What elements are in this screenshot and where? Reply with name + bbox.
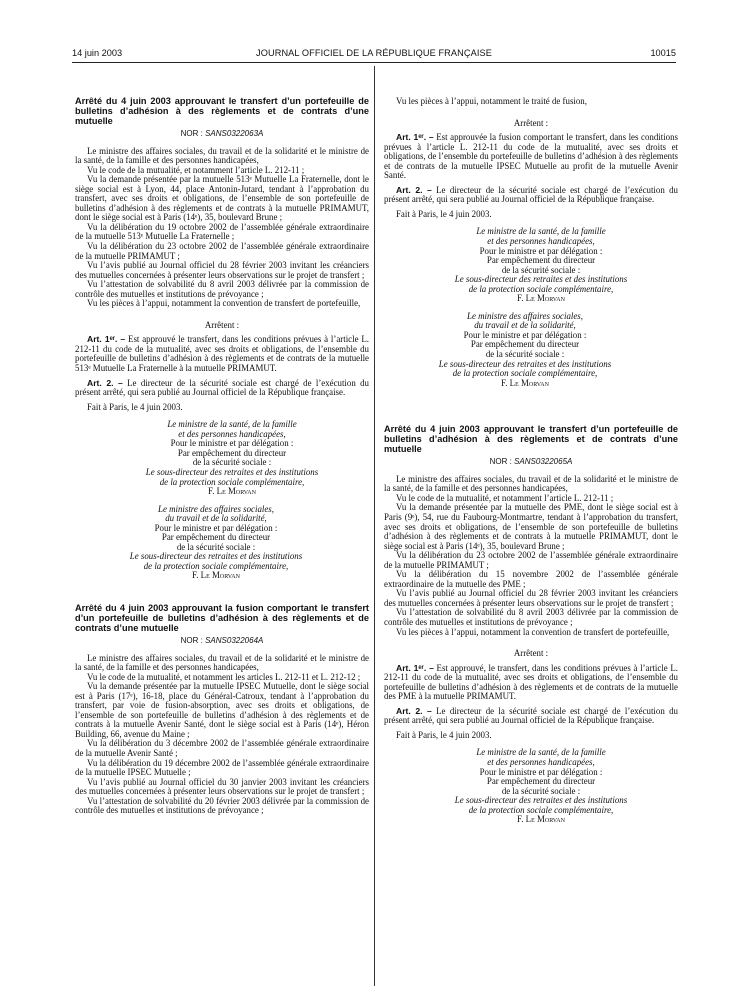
nor-code: SANS0322064A <box>205 635 264 645</box>
paragraph: Le ministre des affaires sociales, du travail et de la solidarité et le ministre de la santé, de la famille et des personnes handicapées, <box>75 652 369 673</box>
paragraph: Vu le code de la mutualité, et notamment l’article L. 212-11 ; <box>87 164 305 175</box>
paragraph: Vu les pièces à l’appui, notamment la convention de transfert de portefeuille, <box>87 298 361 309</box>
signature-block-affaires: Le ministre des affaires sociales, du travail et de la solidarité, Pour le ministre et par délégation : Par empêchement du directeur de la sécurité sociale : Le sous-directeur des retraites et des institutions de la protection sociale complémentaire, F. Le Morvan <box>372 312 678 388</box>
paragraph: Vu les pièces à l’appui, notamment le traité de fusion, <box>396 96 587 106</box>
signatory-name: F. Le Morvan <box>517 293 565 304</box>
paragraph: Le ministre des affaires sociales, du travail et de la solidarité et le ministre de la santé, de la famille et des personnes handicapées, <box>75 145 369 166</box>
arretent-heading: Arrêtent : <box>513 117 549 128</box>
paragraph: Vu la délibération du 23 octobre 2002 de l’assemblée générale extraordinaire de la mutuelle PRIMAMUT ; <box>384 550 678 570</box>
signatory-name: F. Le Morvan <box>517 814 565 825</box>
nor-code: SANS0322065A <box>514 457 573 467</box>
signature-block-sante: Le ministre de la santé, de la famille et des personnes handicapées, Pour le ministre et par délégation : Par empêchement du directeur de la sécurité sociale : Le sous-directeur des retraites et des institutions de la protection sociale complémentaire, F. Le Morvan <box>75 420 369 496</box>
article-2: Art. 2. – Le directeur de la sécurité sociale est chargé de l’exécution du présent arrêté, qui sera publié au Journal officiel de la République française. <box>384 184 678 205</box>
article-1: Art. 1ᵉʳ. – Est approuvé, le transfert, dans les conditions prévues à l’article L. 212-11 du code de la mutualité, avec ses droits et obligations, de l’ensemble du portefeuille de bulletins d’adhésion à des règlements et de contrats de la mutuelle des PME à la mutuelle PRIMAMUT. <box>384 662 678 702</box>
paragraph: Vu la délibération du 3 décembre 2002 de l’assemblée générale extraordinaire de la mutuelle Avenir Santé ; <box>75 738 369 758</box>
signature-block-sante: Le ministre de la santé, de la famille et des personnes handicapées, Pour le ministre et par délégation : Par empêchement du directeur de la sécurité sociale : Le sous-directeur des retraites et des institutions de la protection sociale complémentaire, F. Le Morvan <box>384 227 678 303</box>
decree-2-continued <box>384 97 678 388</box>
paragraph: Vu la délibération du 23 octobre 2002 de l’assemblée générale extraordinaire de la mutuelle PRIMAMUT ; <box>75 241 369 261</box>
paragraph: Vu le code de la mutualité, et notamment l’article L. 212-11 ; <box>396 492 614 503</box>
nor-reference: NOR : SANS0322065A <box>489 457 573 467</box>
article-1: Art. 1ᵉʳ. – Est approuvée la fusion comportant le transfert, dans les conditions prévues à l’article L. 212-11 du code de la mutualité, avec ses droits et obligations, de l’ensemble du portefeuille de bulletins d’adhésion à des règlements et de contrats de la mutuelle IPSEC Mutuelle au profit de la mutuelle Avenir Santé. <box>384 132 679 181</box>
decree-3 <box>384 424 678 825</box>
nor-code: SANS0322063A <box>205 129 264 138</box>
decree-1 <box>75 96 369 581</box>
arretent-heading: Arrêtent : <box>204 319 240 330</box>
paragraph: Vu l’avis publié au Journal officiel du 30 janvier 2003 invitant les créanciers des mutuelles concernées à présenter leurs observations sur le projet de transfert ; <box>75 776 369 797</box>
page-number: 10015 <box>650 48 676 58</box>
paragraph: Vu la délibération du 19 octobre 2002 de l’assemblée générale extraordinaire de la mutuelle 513ᵉ Mutuelle La Fraternelle ; <box>75 221 369 242</box>
paragraph: Vu les pièces à l’appui, notamment la convention de transfert de portefeuille, <box>396 626 670 637</box>
paragraph: Vu la demande présentée par la mutuelle IPSEC Mutuelle, dont le siège social est à Paris (17ᵉ), 16-18, place du Général-Catroux, tendant à l’approbation du transfert, par voie de fusion-absorption, avec ses droits et obligations, de l’ensemble de son portefeuille de bulletins d’adhésion à des règlements et de contrats à la mutuelle Avenir Santé, dont le siège social est à Paris (14ᵉ), Héron Building, 66, avenue du Maine ; <box>75 681 369 739</box>
signature-date: Fait à Paris, le 4 juin 2003. <box>87 401 183 412</box>
paragraph: Vu la délibération du 15 novembre 2002 de l’assemblée générale extraordinaire de la mutuelle des PME ; <box>384 569 678 589</box>
header-rule <box>72 62 676 63</box>
signature-block-sante: Le ministre de la santé, de la famille et des personnes handicapées, Pour le ministre et par délégation : Par empêchement du directeur de la sécurité sociale : Le sous-directeur des retraites et des institutions de la protection sociale complémentaire, F. Le Morvan <box>384 748 678 824</box>
left-column <box>75 96 369 816</box>
article-2: Art. 2. – Le directeur de la sécurité sociale est chargé de l’exécution du présent arrêté, qui sera publié au Journal officiel de la République française. <box>384 705 678 726</box>
journal-title: JOURNAL OFFICIEL DE LA RÉPUBLIQUE FRANÇAISE <box>256 48 492 58</box>
arretent-heading: Arrêtent : <box>513 648 549 659</box>
paragraph: Vu l’avis publié au Journal officiel du 28 février 2003 invitant les créanciers des mutuelles concernées à présenter leurs observations sur le projet de transfert ; <box>75 260 369 280</box>
issue-date: 14 juin 2003 <box>72 48 123 58</box>
paragraph: Vu l’attestation de solvabilité du 8 avril 2003 délivrée par la commission de contrôle des mutuelles et institutions de prévoyance ; <box>75 279 369 299</box>
paragraph: Vu le code de la mutualité, et notamment les articles L. 212-11 et L. 212-12 ; <box>87 671 361 682</box>
article-1: Art. 1ᵉʳ. – Est approuvé le transfert, dans les conditions prévues à l’article L. 212-11 du code de la mutualité, avec ses droits et obligations, de l’ensemble du portefeuille de bulletins d’adhésion à des règlements et de contrats de la mutuelle 513ᵉ Mutuelle La Fraternelle à la mutuelle PRIMAMUT. <box>75 334 369 374</box>
nor-reference: NOR : SANS0322063A <box>180 129 264 138</box>
signature-date: Fait à Paris, le 4 juin 2003. <box>396 729 492 740</box>
signature-date: Fait à Paris, le 4 juin 2003. <box>396 208 492 219</box>
paragraph: Vu la délibération du 19 décembre 2002 de l’assemblée générale extraordinaire de la mutuelle IPSEC Mutuelle ; <box>75 757 369 778</box>
column-divider <box>374 66 375 986</box>
paragraph: Vu la demande présentée par la mutuelle 513ᵉ Mutuelle La Fraternelle, dont le siège social est à Lyon, 44, place Antonin-Jutard, tendant à l’approbation du transfert, avec ses droits et obligations, de l’ensemble de son portefeuille de bulletins d’adhésion à des règlements et de contrats à la mutuelle PRIMAMUT, dont le siège social est à Paris (14ᵉ), 35, boulevard Brune ; <box>75 174 369 223</box>
right-column <box>384 97 678 825</box>
paragraph: Le ministre des affaires sociales, du travail et de la solidarité et le ministre de la santé, de la famille et des personnes handicapées, <box>384 473 678 494</box>
paragraph: Vu l’avis publié au Journal officiel du 28 février 2003 invitant les créanciers des mutuelles concernées à présenter leurs observations sur le projet de transfert ; <box>384 588 678 608</box>
page-header <box>72 48 676 62</box>
signatory-name: F. Le Morvan <box>208 486 256 497</box>
signature-block-affaires: Le ministre des affaires sociales, du travail et de la solidarité, Pour le ministre et par délégation : Par empêchement du directeur de la sécurité sociale : Le sous-directeur des retraites et des institutions de la protection sociale complémentaire, F. Le Morvan <box>63 505 369 581</box>
signatory-name: F. Le Morvan <box>501 377 549 388</box>
decree-title: Arrêté du 4 juin 2003 approuvant le transfert d’un portefeuille de bulletins d’adhésion à des règlements et de contrats d’une mutuelle <box>75 96 369 126</box>
decree-title: Arrêté du 4 juin 2003 approuvant le transfert d’un portefeuille de bulletins d’adhésion à des règlements et de contrats d’une mutuelle <box>384 424 678 455</box>
article-2: Art. 2. – Le directeur de la sécurité sociale est chargé de l’exécution du présent arrêté, qui sera publié au Journal officiel de la République française. <box>75 377 369 398</box>
paragraph: Vu l’attestation de solvabilité du 20 février 2003 délivrée par la commission de contrôle des mutuelles et institutions de prévoyance ; <box>75 795 369 816</box>
paragraph: Vu la demande présentée par la mutuelle des PME, dont le siège social est à Paris (9ᵉ), 54, rue du Faubourg-Montmartre, tendant à l’approbation du transfert, avec ses droits et obligations, de l’ensemble de son portefeuille de bulletins d’adhésion à des règlements et de contrats à la mutuelle PRIMAMUT, dont le siège social est à Paris (14ᵉ), 35, boulevard Brune ; <box>384 502 678 551</box>
signatory-name: F. Le Morvan <box>192 570 240 581</box>
decree-title: Arrêté du 4 juin 2003 approuvant la fusion comportant le transfert d’un portefeuille de bulletins d’adhésion à des règlements et de contrats d’une mutuelle <box>75 602 369 633</box>
paragraph: Vu l’attestation de solvabilité du 8 avril 2003 délivrée par la commission de contrôle des mutuelles et institutions de prévoyance ; <box>384 607 678 627</box>
decree-2 <box>75 603 369 816</box>
nor-reference: NOR : SANS0322064A <box>180 635 264 645</box>
